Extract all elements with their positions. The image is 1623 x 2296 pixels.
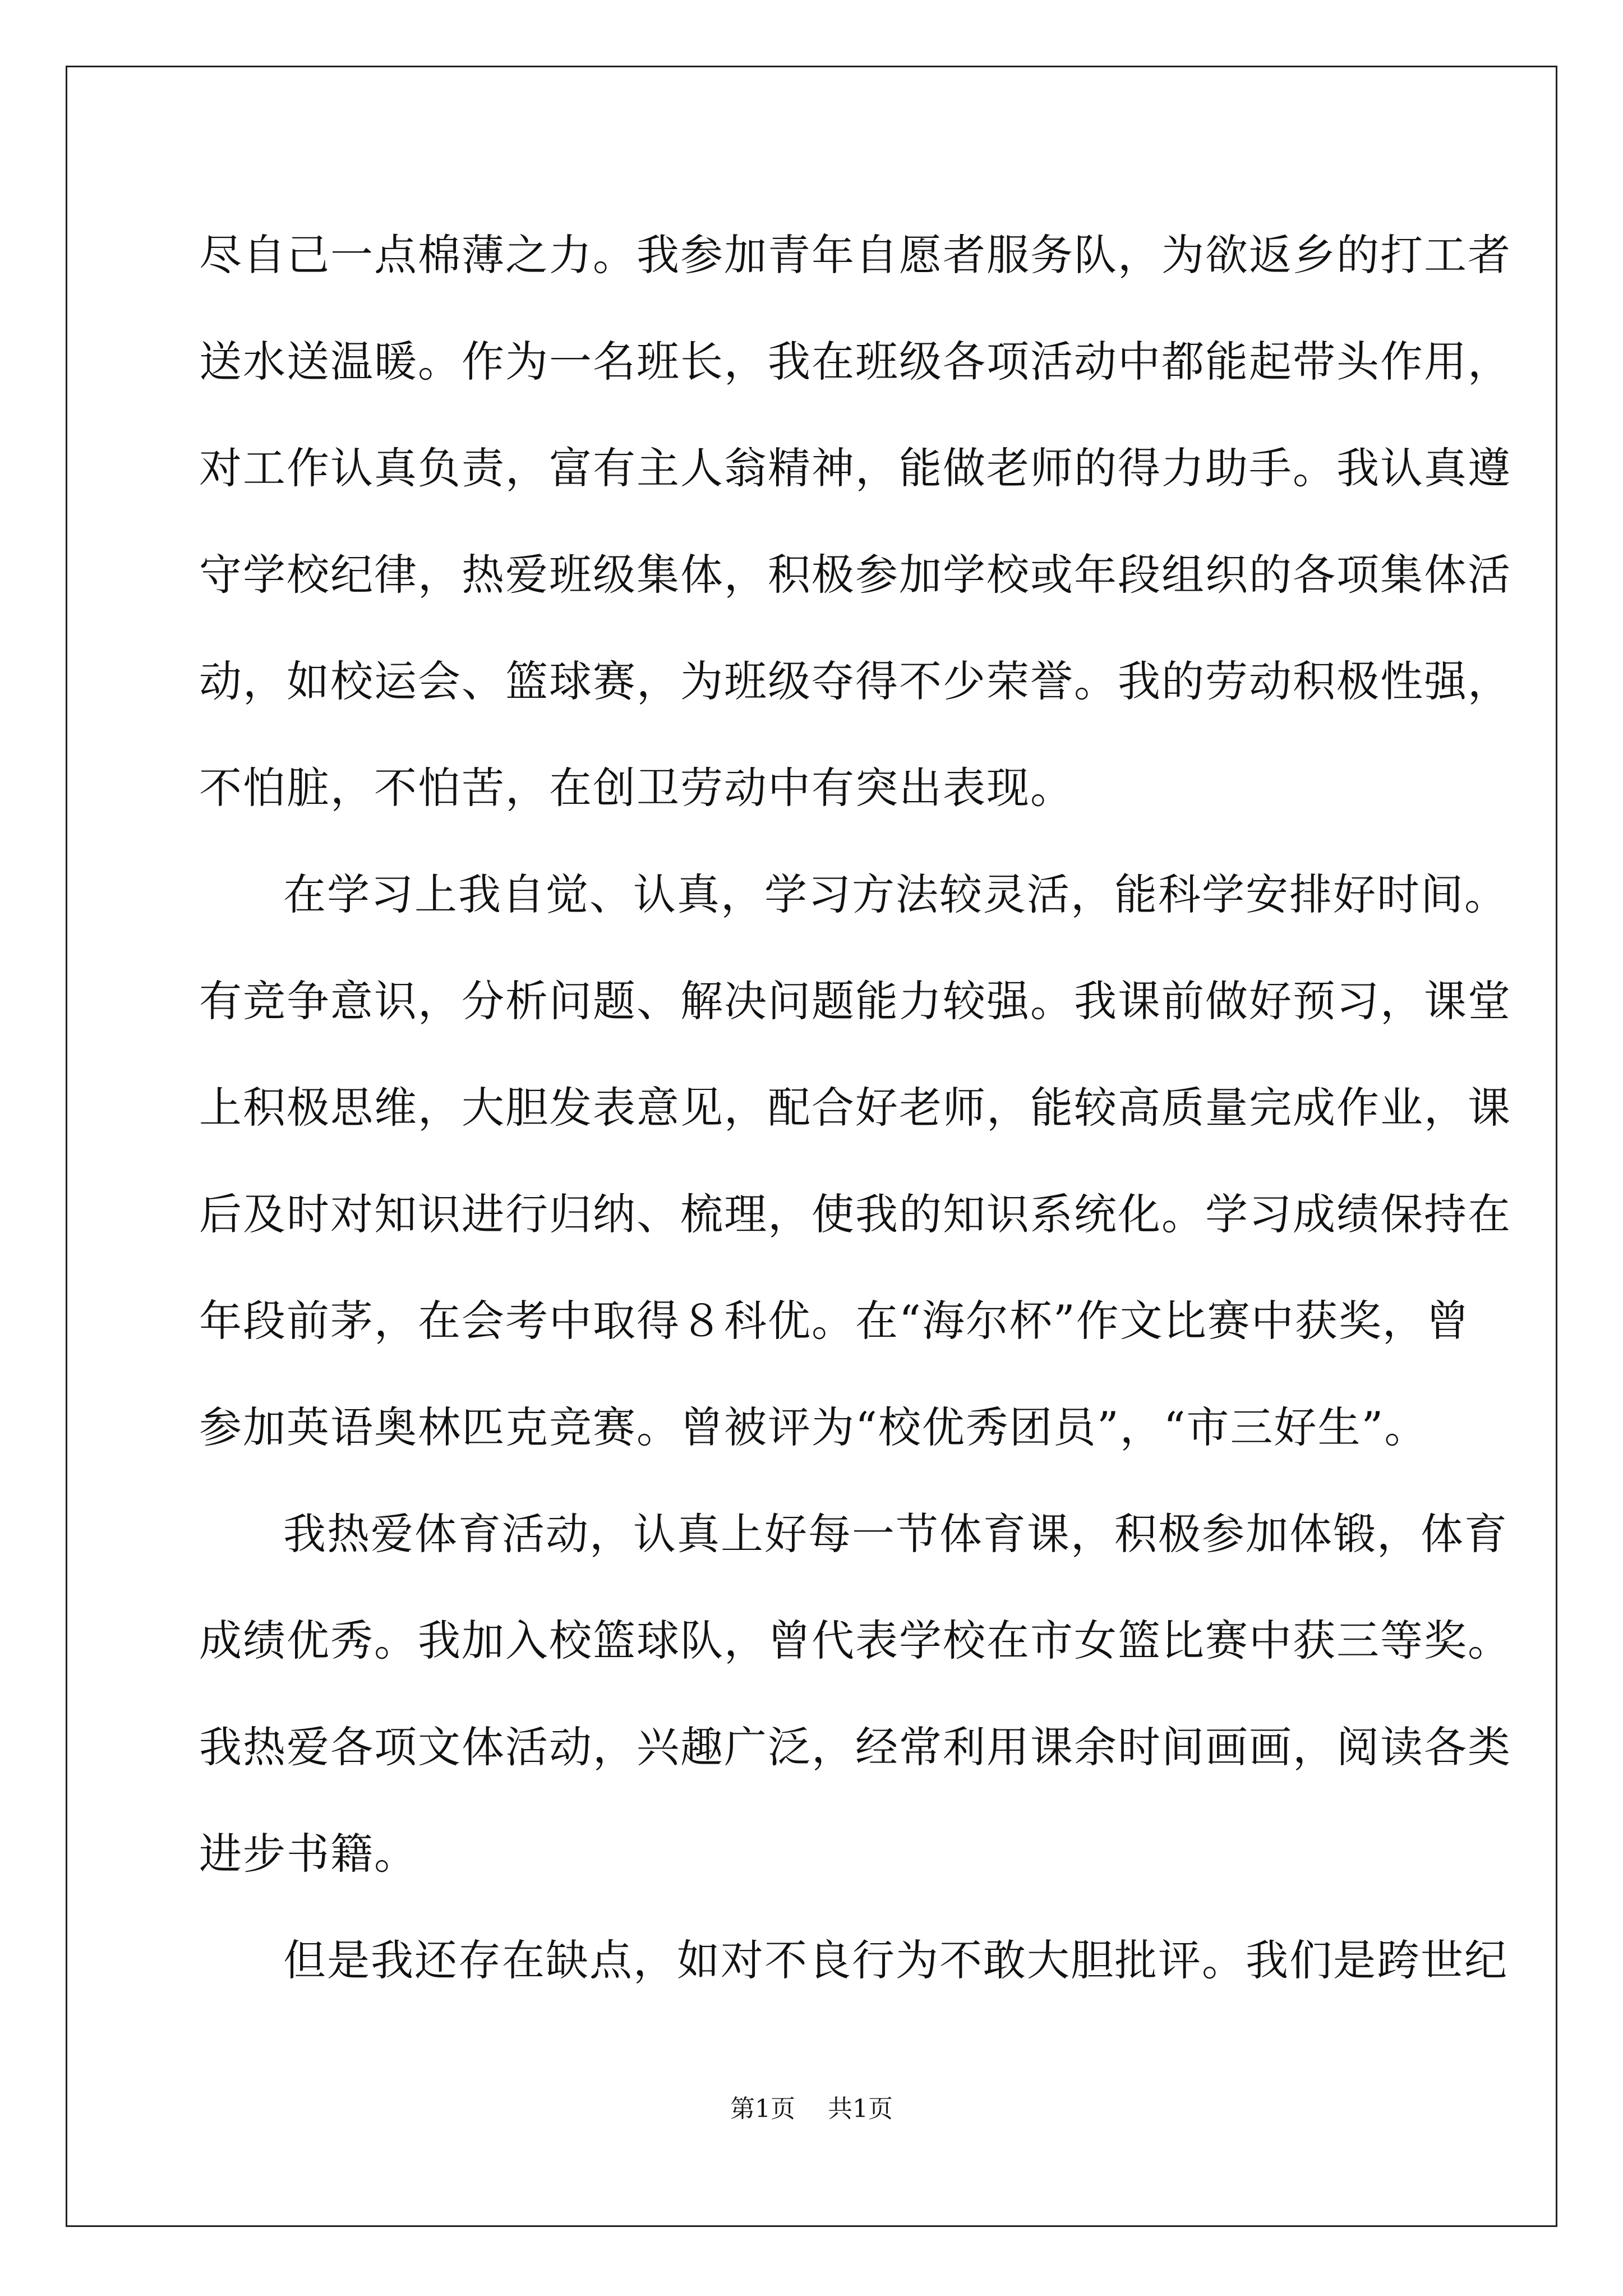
text-line: 动，如校运会、篮球赛，为班级夺得不少荣誉。我的劳动积极性强， [199, 656, 1511, 706]
paragraph-start-line: 但是我还存在缺点，如对不良行为不敢大胆批评。我们是跨世纪 [283, 1935, 1508, 1985]
document-body [199, 202, 1511, 2014]
page-count: 共1页 [828, 2095, 893, 2123]
text-line: 参加英语奥林匹克竞赛。曾被评为“校优秀团员”，“市三好生”。 [199, 1402, 1428, 1452]
text-line: 后及时对知识进行归纳、梳理，使我的知识系统化。学习成绩保持在 [199, 1189, 1511, 1239]
paragraph-start-line: 在学习上我自觉、认真，学习方法较灵活，能科学安排好时间。 [283, 869, 1508, 919]
text-line: 我热爱各项文体活动，兴趣广泛，经常利用课余时间画画，阅读各类 [199, 1722, 1511, 1772]
text-line: 尽自己一点棉薄之力。我参加青年自愿者服务队，为欲返乡的打工者 [199, 230, 1511, 280]
text-line: 对工作认真负责，富有主人翁精神，能做老师的得力助手。我认真遵 [199, 443, 1511, 493]
text-line: 不怕脏，不怕苦，在创卫劳动中有突出表现。 [199, 763, 1074, 813]
page-number: 第1页 [730, 2095, 795, 2123]
text-line: 年段前茅，在会考中取得８科优。在“海尔杯”作文比赛中获奖，曾 [199, 1296, 1470, 1346]
text-line: 成绩优秀。我加入校篮球队，曾代表学校在市女篮比赛中获三等奖。 [199, 1616, 1511, 1665]
text-line: 有竞争意识，分析问题、解决问题能力较强。我课前做好预习，课堂 [199, 976, 1511, 1026]
paragraph-start-line: 我热爱体育活动，认真上好每一节体育课，积极参加体锻，体育 [283, 1509, 1508, 1559]
text-line: 送水送温暖。作为一名班长，我在班级各项活动中都能起带头作用， [199, 337, 1511, 386]
text-line: 守学校纪律，热爱班级集体，积极参加学校或年段组织的各项集体活 [199, 550, 1511, 600]
text-line: 进步书籍。 [199, 1829, 418, 1879]
text-line: 上积极思维，大胆发表意见，配合好老师，能较高质量完成作业，课 [199, 1083, 1511, 1133]
page-footer [0, 2088, 1623, 2124]
